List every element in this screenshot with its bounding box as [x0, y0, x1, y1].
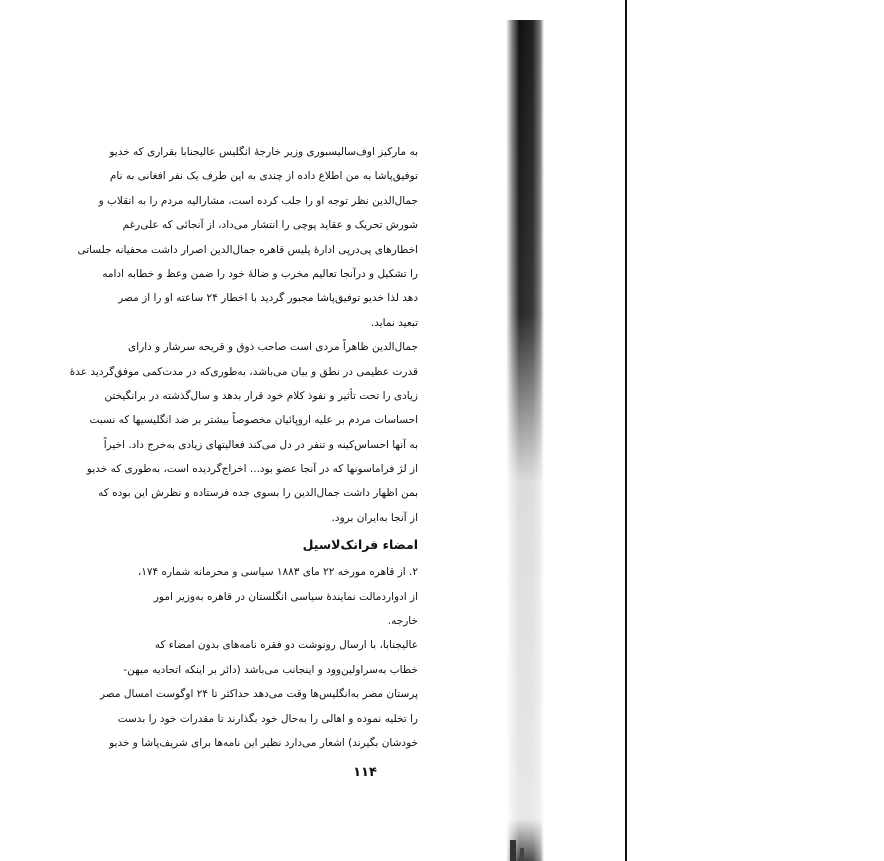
- scan-edge: [625, 0, 627, 861]
- text-line: بمن اظهار داشت جمال‌الدین را بسوی جده فرستاده و نظرش این بوده که: [98, 487, 418, 500]
- page-body: [69, 140, 418, 755]
- text-line: به آنها احساس‌کینه و تنفر در دل می‌کند فعالیتهای زیادی به‌خرج داد. اخیراً: [103, 438, 418, 451]
- text-line: خطاب به‌سراولین‌وود و اینجانب می‌باشد (دائر بر اینکه اتحادیه میهن-: [123, 663, 418, 676]
- text-line: از لژ فراماسونها که در آنجا عضو بود... اخراج‌گردیده است، به‌طوری که خدیو: [86, 463, 418, 476]
- text-line: از ادواردمالت نمایندهٔ سیاسی انگلستان در قاهره به‌وزیر امور: [153, 590, 418, 603]
- text-line: شورش تحریک و عقاید پوچی را انتشار می‌داد، از آنجائی که علی‌رغم: [122, 219, 418, 232]
- text-line: دهد لذا خدیو توفیق‌پاشا مجبور گردید با اخطار ۲۴ ساعته او را از مصر: [118, 292, 418, 305]
- text-line: را تشکیل و درآنجا تعالیم مخرب و ضالهٔ خود را ضمن وعظ و خطابه ادامه: [102, 267, 418, 280]
- text-line: جمال‌الدین نظر توجه او را جلب کرده است، مشارالیه مردم را به انقلاب و: [98, 194, 418, 207]
- signature-heading: امضاء فرانک‌لاسیل: [302, 537, 418, 553]
- text-line: احساسات مردم بر علیه اروپائیان مخصوصاً بیشتر بر ضد انگلیسیها که نسبت: [89, 414, 418, 427]
- text-line: خارجه.: [387, 615, 418, 628]
- text-line: عالیجنابا، با ارسال رونوشت دو فقره نامه‌های بدون امضاء که: [154, 639, 418, 652]
- text-line: جمال‌الدین ظاهراً مردی است صاحب ذوق و قریحه سرشار و دارای: [127, 341, 418, 354]
- text-line: پرستان مصر به‌انگلیس‌ها وقت می‌دهد حداکثر تا ۲۴ اوگوست امسال مصر: [99, 688, 418, 701]
- text-line: ۲. از قاهره مورخه ۲۲ مای ۱۸۸۳ سیاسی و محرمانه شماره ۱۷۴،: [137, 566, 418, 579]
- paragraph-3: [137, 560, 418, 633]
- text-line: اخطارهای پی‌درپی ادارهٔ پلیس قاهره جمال‌الدین اصرار داشت محفیانه جلساتی: [77, 243, 418, 256]
- text-line: را تخلیه نموده و اهالی را به‌حال خود بگذارند تا مقدرات خود را بدست: [117, 712, 418, 725]
- text-line: زیادی را تحت تأثیر و نفوذ کلام خود قرار بدهد و سال‌گذشته در برانگیختن: [104, 389, 418, 402]
- page-number: ۱۱۴: [353, 765, 377, 780]
- book-spine-shadow: [506, 20, 544, 861]
- paragraph-2: [69, 335, 418, 530]
- text-line: از آنجا به‌ایران برود.: [331, 511, 418, 524]
- paragraph-1: [77, 140, 418, 335]
- paragraph-4: [99, 633, 418, 755]
- text-line: قدرت عظیمی در نطق و بیان می‌باشد، به‌طوری‌که در مدت‌کمی موفق‌گردید عدهٔ: [69, 365, 418, 378]
- text-line: خودشان بگیرند) اشعار می‌دارد نظیر این نامه‌ها برای شریف‌پاشا و خدیو: [109, 736, 418, 749]
- text-line: توفیق‌پاشا به من اطلاع داده از چندی به این طرف یک نفر افغانی به نام: [109, 170, 418, 183]
- text-line: به مارکیز اوف‌سالیسبوری وزیر خارجهٔ انگلیس عالیجنابا بقراری که خدیو: [109, 146, 418, 158]
- text-line: تبعید نماید.: [370, 316, 418, 329]
